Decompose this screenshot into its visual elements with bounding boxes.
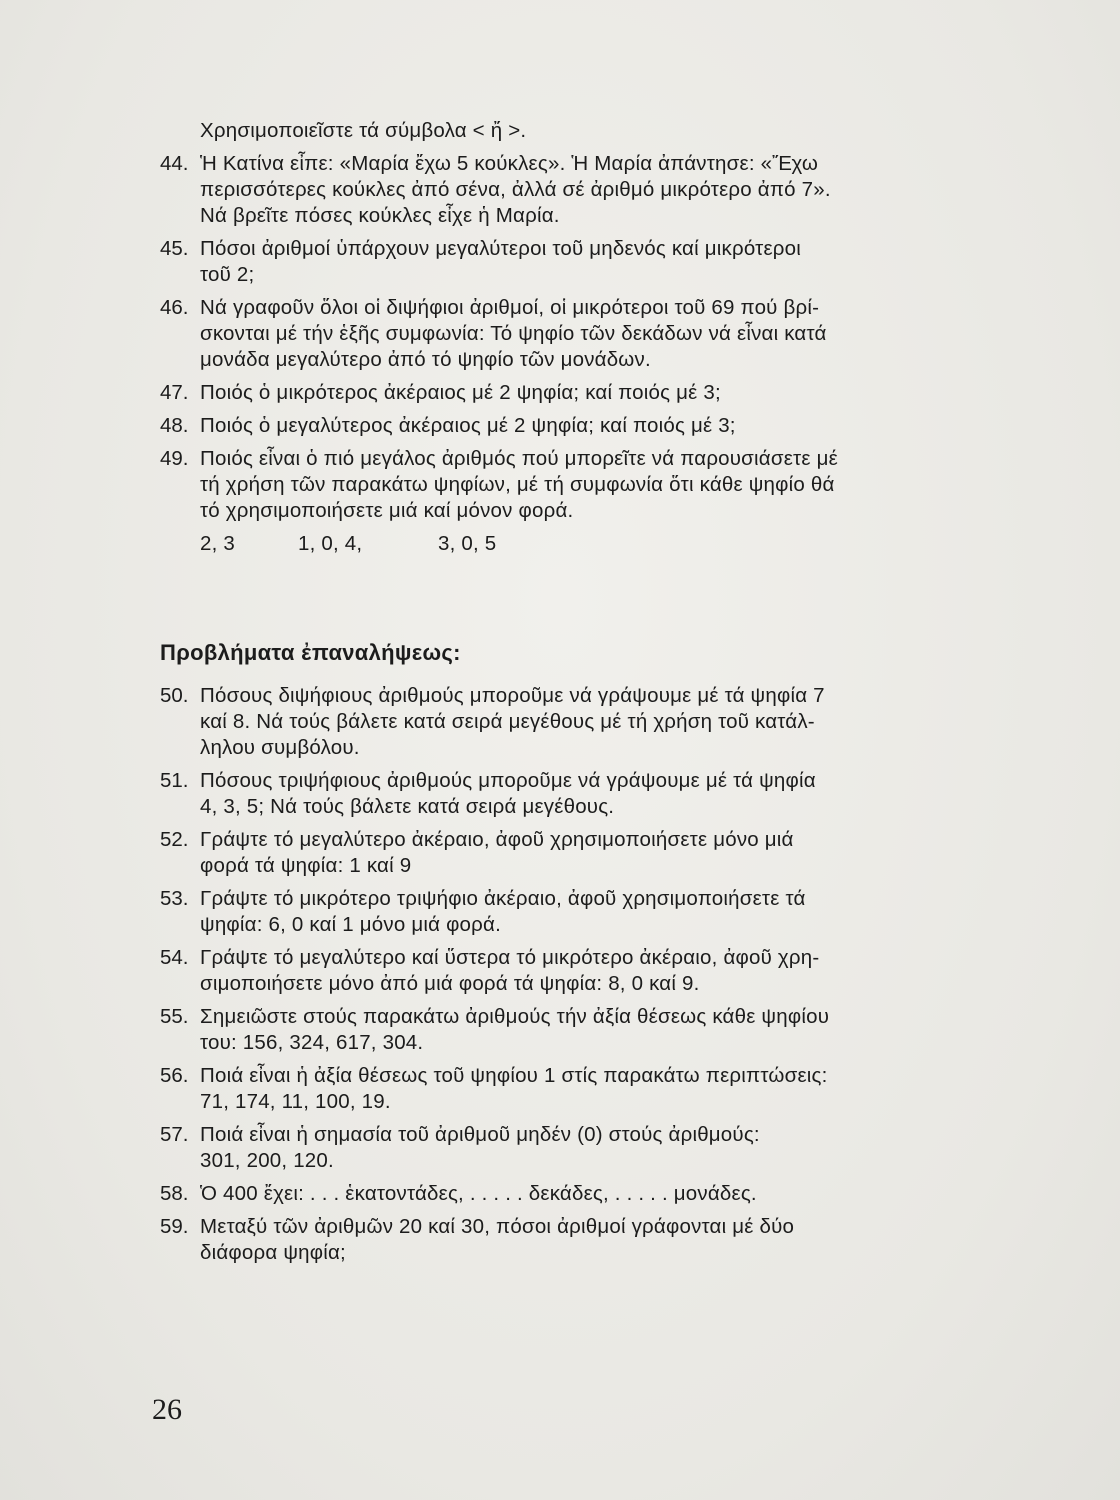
exercise-text-line: Ποιός ὁ μικρότερος ἀκέραιος μέ 2 ψηφία; καί ποιός μέ 3; [200, 381, 721, 404]
review-exercise-list [160, 683, 1010, 1266]
exercise-number: 46. [160, 296, 189, 319]
exercise-text-line: Ποιός ὁ μεγαλύτερος ἀκέραιος μέ 2 ψηφία; καί ποιός μέ 3; [200, 414, 736, 437]
exercise-text-line: Πόσοι ἀριθμοί ὑπάρχουν μεγαλύτεροι τοῦ μηδενός καί μικρότεροι [200, 237, 802, 260]
exercise-text-line: 71, 174, 11, 100, 19. [200, 1090, 391, 1113]
exercise-text-line: Ποιός εἶναι ὁ πιό μεγάλος ἀριθμός πού μπορεῖτε νά παρουσιάσετε μέ [200, 447, 838, 470]
exercise-text-line: τή χρήση τῶν παρακάτω ψηφίων, μέ τή συμφωνία ὅτι κάθε ψηφίο θά [200, 473, 835, 496]
exercise-item [160, 1214, 1010, 1266]
exercise-text-line: Πόσους τριψήφιους ἀριθμούς μποροῦμε νά γράψουμε μέ τά ψηφία [200, 769, 816, 792]
exercise-text-line: διάφορα ψηφία; [200, 1241, 346, 1264]
exercise-item [160, 1122, 1010, 1174]
exercise-item [160, 380, 1010, 406]
exercise-text-line: Γράψτε τό μεγαλύτερο καί ὕστερα τό μικρότερο ἀκέραιο, ἀφοῦ χρη- [200, 946, 820, 969]
exercise-number: 51. [160, 769, 189, 792]
intro-line [160, 118, 1010, 144]
exercise-number: 59. [160, 1215, 189, 1238]
exercise-item [160, 886, 1010, 938]
exercise-item [160, 295, 1010, 373]
exercise-item [160, 945, 1010, 997]
digit-group: 2, 3 [200, 532, 235, 555]
exercise-text-line: ψηφία: 6, 0 καί 1 μόνο μιά φορά. [200, 913, 501, 936]
exercise-text-line: Σημειῶστε στούς παρακάτω ἀριθμούς τήν ἀξία θέσεως κάθε ψηφίου [200, 1005, 830, 1028]
exercise-text-line: Ποιά εἶναι ἡ ἀξία θέσεως τοῦ ψηφίου 1 στίς παρακάτω περιπτώσεις: [200, 1064, 828, 1087]
exercise-item [160, 1004, 1010, 1056]
exercise-text-line: Ἡ Κατίνα εἶπε: «Μαρία ἔχω 5 κούκλες». Ἡ Μαρία ἀπάντησε: «Ἔχω [200, 152, 819, 175]
exercise-number: 45. [160, 237, 189, 260]
exercise-text-line: Ποιά εἶναι ἡ σημασία τοῦ ἀριθμοῦ μηδέν (0) στούς ἀριθμούς: [200, 1123, 760, 1146]
exercise-text-line: Νά βρεῖτε πόσες κούκλες εἶχε ἡ Μαρία. [200, 204, 560, 227]
exercise-number: 49. [160, 447, 189, 470]
page-content [160, 118, 1010, 1273]
exercise-item [160, 236, 1010, 288]
exercise-text-line: 301, 200, 120. [200, 1149, 334, 1172]
exercise-text-line: Ὁ 400 ἔχει: . . . ἑκατοντάδες, . . . . . δεκάδες, . . . . . μονάδες. [200, 1182, 757, 1205]
exercise-text-line: Μεταξύ τῶν ἀριθμῶν 20 καί 30, πόσοι ἀριθμοί γράφονται μέ δύο [200, 1215, 795, 1238]
exercise-text-line: ληλου συμβόλου. [200, 736, 360, 759]
exercise-item [160, 1181, 1010, 1207]
digit-group: 1, 0, 4, [298, 532, 363, 555]
exercise-number: 48. [160, 414, 189, 437]
exercise-text-line: τό χρησιμοποιήσετε μιά καί μόνον φορά. [200, 499, 574, 522]
digit-group: 3, 0, 5 [438, 532, 497, 555]
exercise-list [160, 151, 1010, 524]
exercise-item [160, 768, 1010, 820]
exercise-text-line: του: 156, 324, 617, 304. [200, 1031, 424, 1054]
exercise-text-line: Γράψτε τό μεγαλύτερο ἀκέραιο, ἀφοῦ χρησιμοποιήσετε μόνο μιά [200, 828, 794, 851]
exercise-number: 47. [160, 381, 189, 404]
exercise-number: 54. [160, 946, 189, 969]
page-number: 26 [152, 1393, 182, 1426]
exercise-text-line: σκονται μέ τήν ἑξῆς συμφωνία: Τό ψηφίο τῶν δεκάδων νά εἶναι κατά [200, 322, 827, 345]
exercise-number: 58. [160, 1182, 189, 1205]
exercise-text-line: φορά τά ψηφία: 1 καί 9 [200, 854, 412, 877]
exercise-text-line: 4, 3, 5; Νά τούς βάλετε κατά σειρά μεγέθους. [200, 795, 615, 818]
exercise-text-line: Γράψτε τό μικρότερο τριψήφιο ἀκέραιο, ἀφοῦ χρησιμοποιήσετε τά [200, 887, 806, 910]
exercise-item [160, 1063, 1010, 1115]
exercise-text-line: τοῦ 2; [200, 263, 255, 286]
exercise-text-line: Νά γραφοῦν ὅλοι οἱ διψήφιοι ἀριθμοί, οἱ μικρότεροι τοῦ 69 πού βρί- [200, 296, 820, 319]
exercise-item [160, 446, 1010, 524]
digit-groups-row [160, 531, 1010, 557]
exercise-item [160, 413, 1010, 439]
exercise-item [160, 683, 1010, 761]
exercise-text-line: σιμοποιήσετε μόνο ἀπό μιά φορά τά ψηφία: 8, 0 καί 9. [200, 972, 700, 995]
exercise-item [160, 151, 1010, 229]
review-heading: Προβλήματα ἐπαναλήψεως: [160, 640, 461, 665]
exercise-text-line: περισσότερες κούκλες ἀπό σένα, ἀλλά σέ ἀριθμό μικρότερο ἀπό 7». [200, 178, 831, 201]
exercise-text-line: καί 8. Νά τούς βάλετε κατά σειρά μεγέθους μέ τή χρήση τοῦ κατάλ- [200, 710, 815, 733]
exercise-number: 44. [160, 152, 189, 175]
intro-text: Χρησιμοποιεῖστε τά σύμβολα < ἤ >. [200, 119, 527, 142]
exercise-item [160, 827, 1010, 879]
exercise-number: 56. [160, 1064, 189, 1087]
exercise-number: 53. [160, 887, 189, 910]
exercise-number: 50. [160, 684, 189, 707]
exercise-number: 52. [160, 828, 189, 851]
exercise-text-line: μονάδα μεγαλύτερο ἀπό τό ψηφίο τῶν μονάδων. [200, 348, 651, 371]
exercise-number: 55. [160, 1005, 189, 1028]
exercise-text-line: Πόσους διψήφιους ἀριθμούς μποροῦμε νά γράψουμε μέ τά ψηφία 7 [200, 684, 825, 707]
exercise-number: 57. [160, 1123, 189, 1146]
